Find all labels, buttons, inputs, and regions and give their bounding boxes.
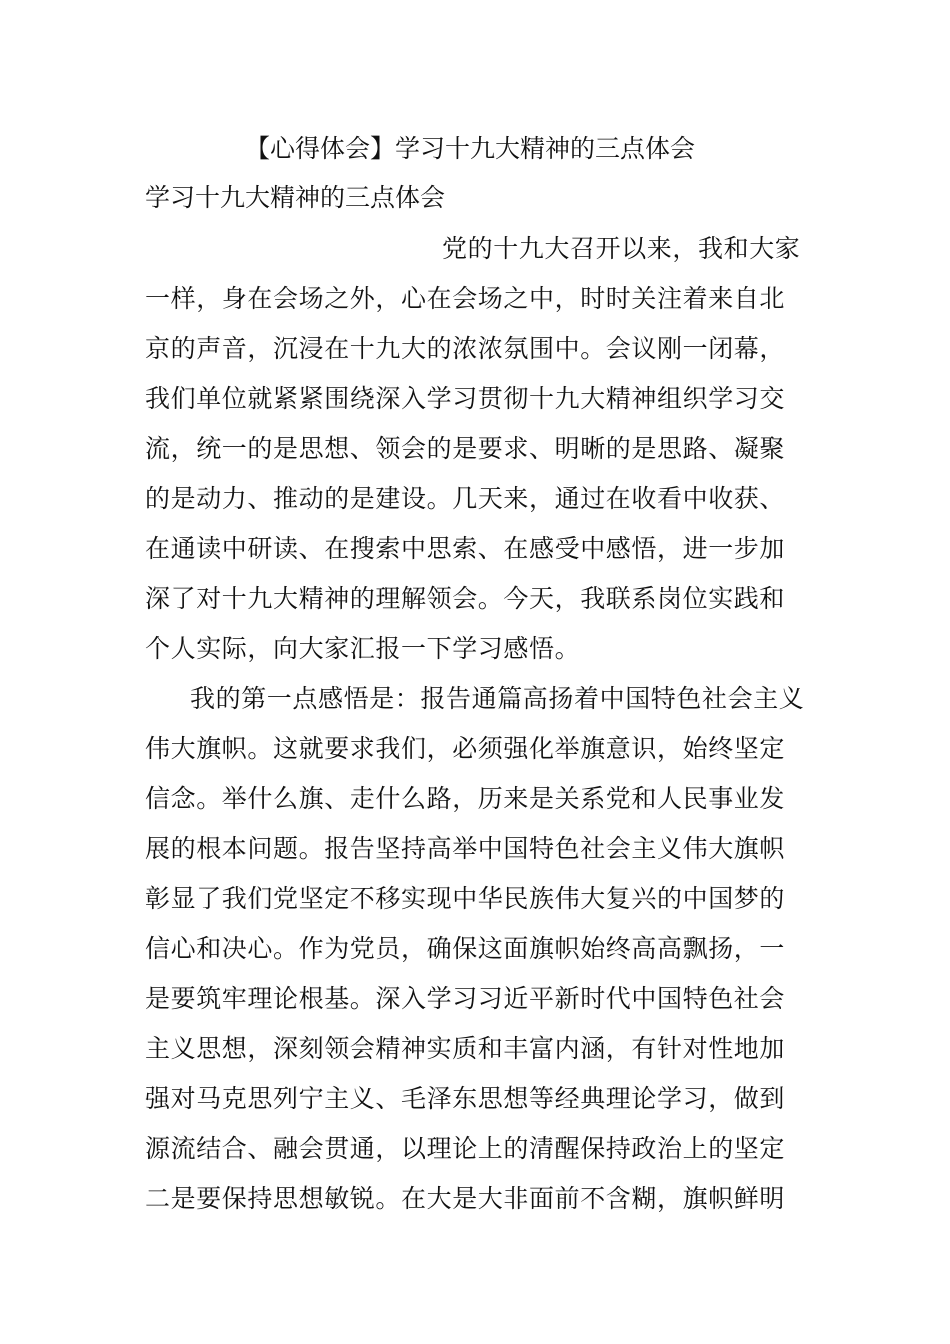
paragraph-line: 是要筑牢理论根基。深入学习习近平新时代中国特色社会: [145, 984, 786, 1013]
document-subtitle: 学习十九大精神的三点体会: [145, 183, 446, 212]
paragraph-line: 二是要保持思想敏锐。在大是大非面前不含糊，旗帜鲜明: [145, 1184, 786, 1213]
paragraph-line: 伟大旗帜。这就要求我们，必须强化举旗意识，始终坚定: [145, 734, 786, 763]
document-title: 【心得体会】学习十九大精神的三点体会: [245, 134, 696, 163]
paragraph-line: 我的第一点感悟是：报告通篇高扬着中国特色社会主义: [190, 684, 805, 713]
paragraph-line: 彰显了我们党坚定不移实现中华民族伟大复兴的中国梦的: [145, 884, 786, 913]
paragraph-line: 源流结合、融会贯通，以理论上的清醒保持政治上的坚定: [145, 1134, 786, 1163]
paragraph-line: 强对马克思列宁主义、毛泽东思想等经典理论学习，做到: [145, 1084, 786, 1113]
paragraph-line: 个人实际，向大家汇报一下学习感悟。: [145, 634, 581, 663]
paragraph-line: 深了对十九大精神的理解领会。今天，我联系岗位实践和: [145, 584, 786, 613]
paragraph-line: 信念。举什么旗、走什么路，历来是关系党和人民事业发: [145, 784, 786, 813]
paragraph-line: 京的声音，沉浸在十九大的浓浓氛围中。会议刚一闭幕，: [145, 334, 786, 363]
paragraph-line: 流，统一的是思想、领会的是要求、明晰的是思路、凝聚: [145, 434, 786, 463]
paragraph-line: 在通读中研读、在搜索中思索、在感受中感悟，进一步加: [145, 534, 786, 563]
paragraph-line: 信心和决心。作为党员，确保这面旗帜始终高高飘扬，一: [145, 934, 786, 963]
paragraph-line: 党的十九大召开以来，我和大家: [442, 234, 801, 263]
paragraph-line: 一样，身在会场之外，心在会场之中，时时关注着来自北: [145, 284, 786, 313]
paragraph-line: 的是动力、推动的是建设。几天来，通过在收看中收获、: [145, 484, 786, 513]
paragraph-line: 展的根本问题。报告坚持高举中国特色社会主义伟大旗帜: [145, 834, 786, 863]
paragraph-line: 我们单位就紧紧围绕深入学习贯彻十九大精神组织学习交: [145, 384, 786, 413]
paragraph-line: 主义思想，深刻领会精神实质和丰富内涵，有针对性地加: [145, 1034, 786, 1063]
